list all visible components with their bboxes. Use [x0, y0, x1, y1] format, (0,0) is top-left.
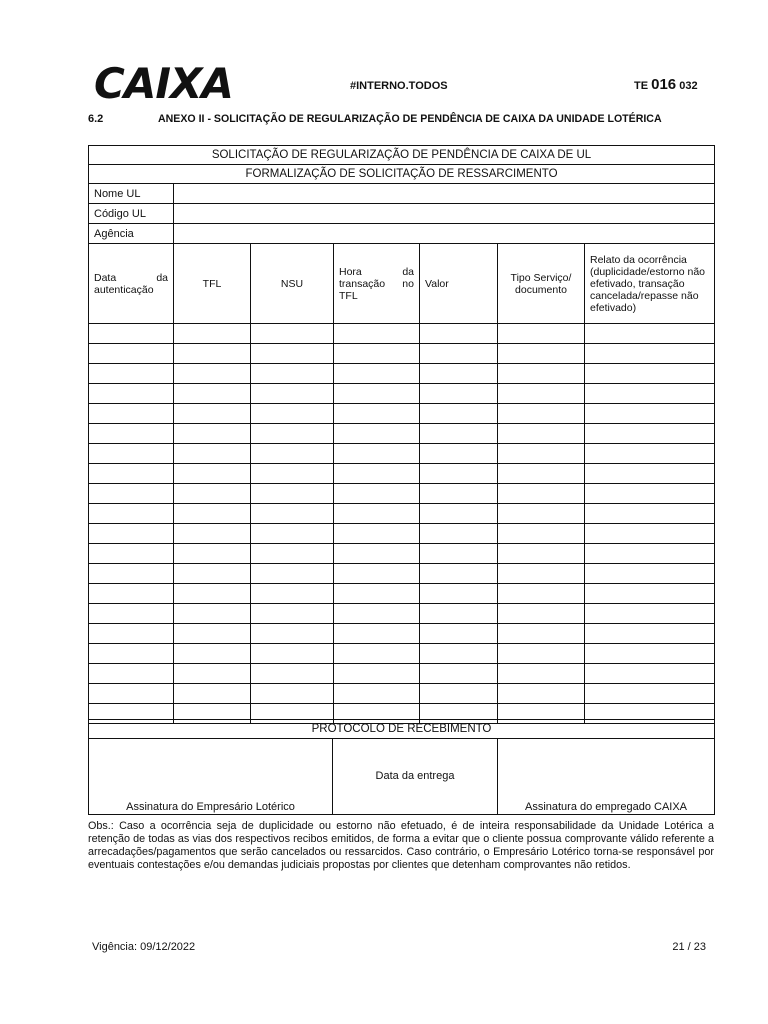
table-row — [89, 684, 715, 704]
table-cell[interactable] — [89, 344, 174, 364]
table-cell[interactable] — [420, 324, 498, 344]
table-cell[interactable] — [334, 504, 420, 524]
table-cell[interactable] — [251, 544, 334, 564]
signature-employee[interactable]: Assinatura do empregado CAIXA — [498, 739, 715, 815]
table-cell[interactable] — [498, 344, 585, 364]
table-cell[interactable] — [174, 604, 251, 624]
table-cell[interactable] — [585, 344, 715, 364]
table-cell[interactable] — [89, 684, 174, 704]
table-cell[interactable] — [498, 444, 585, 464]
validity-date: Vigência: 09/12/2022 — [92, 941, 196, 953]
table-cell[interactable] — [251, 624, 334, 644]
table-cell[interactable] — [89, 524, 174, 544]
table-cell[interactable] — [585, 464, 715, 484]
table-cell[interactable] — [420, 444, 498, 464]
table-cell[interactable] — [585, 484, 715, 504]
table-cell[interactable] — [334, 524, 420, 544]
table-cell[interactable] — [498, 644, 585, 664]
table-cell[interactable] — [498, 624, 585, 644]
table-cell[interactable] — [585, 684, 715, 704]
table-cell[interactable] — [420, 604, 498, 624]
table-row — [89, 364, 715, 384]
column-header-hora: Hora da transação no TFL — [334, 244, 420, 324]
table-cell[interactable] — [174, 424, 251, 444]
table-cell[interactable] — [334, 644, 420, 664]
table-cell[interactable] — [498, 664, 585, 684]
table-cell[interactable] — [174, 384, 251, 404]
table-cell[interactable] — [420, 664, 498, 684]
table-cell[interactable] — [420, 544, 498, 564]
request-form-table — [88, 145, 715, 724]
table-cell[interactable] — [498, 564, 585, 584]
table-cell[interactable] — [585, 404, 715, 424]
table-cell[interactable] — [89, 604, 174, 624]
table-cell[interactable] — [174, 644, 251, 664]
signature-lotterist[interactable]: Assinatura do Empresário Lotérico — [89, 739, 333, 815]
field-input-agencia[interactable] — [174, 224, 715, 244]
field-label-codigo-ul: Código UL — [89, 204, 174, 224]
table-cell[interactable] — [174, 444, 251, 464]
table-cell[interactable] — [585, 544, 715, 564]
table-cell[interactable] — [334, 584, 420, 604]
doc-version: 032 — [679, 80, 698, 92]
column-header-tfl: TFL — [174, 244, 251, 324]
table-cell[interactable] — [251, 364, 334, 384]
page-number: 21 / 23 — [672, 941, 706, 953]
table-row — [89, 444, 715, 464]
table-cell[interactable] — [498, 604, 585, 624]
table-row — [89, 584, 715, 604]
table-cell[interactable] — [174, 584, 251, 604]
table-row — [89, 484, 715, 504]
table-cell[interactable] — [498, 384, 585, 404]
table-cell[interactable] — [334, 484, 420, 504]
table-cell[interactable] — [251, 444, 334, 464]
table-cell[interactable] — [174, 484, 251, 504]
table-cell[interactable] — [585, 524, 715, 544]
table-cell[interactable] — [334, 384, 420, 404]
table-cell[interactable] — [498, 484, 585, 504]
table-row — [89, 564, 715, 584]
table-cell[interactable] — [498, 584, 585, 604]
protocol-table — [88, 719, 715, 815]
observation-note: Obs.: Caso a ocorrência seja de duplicidade ou estorno não efetuado, é de inteira responsabilidade da Unidade Lotérica a retenção de todas as vias dos respectivos recibos emitidos, de forma a evitar que o cliente possua comprovante válido referente a arrecadações/pagamentos que serão cancelados ou ressarcidos. Caso contrário, o Empresário Lotérico torna-se responsável por eventuais contestações e/ou demandas judiciais propostas por clientes que detenham comprovantes não retidos. — [88, 820, 714, 871]
table-row — [89, 424, 715, 444]
table-cell[interactable] — [585, 604, 715, 624]
table-cell[interactable] — [420, 524, 498, 544]
table-cell[interactable] — [585, 444, 715, 464]
table-cell[interactable] — [174, 624, 251, 644]
table-cell[interactable] — [89, 584, 174, 604]
table-cell[interactable] — [498, 404, 585, 424]
field-input-codigo-ul[interactable] — [174, 204, 715, 224]
table-cell[interactable] — [174, 324, 251, 344]
table-cell[interactable] — [498, 544, 585, 564]
table-cell[interactable] — [89, 444, 174, 464]
column-header-tipo: Tipo Serviço/ documento — [498, 244, 585, 324]
table-cell[interactable] — [585, 624, 715, 644]
table-row — [89, 664, 715, 684]
table-cell[interactable] — [334, 564, 420, 584]
table-cell[interactable] — [251, 604, 334, 624]
table-cell[interactable] — [585, 584, 715, 604]
table-cell[interactable] — [89, 624, 174, 644]
table-cell[interactable] — [174, 504, 251, 524]
table-cell[interactable] — [420, 344, 498, 364]
table-row — [89, 324, 715, 344]
table-cell[interactable] — [89, 364, 174, 384]
table-cell[interactable] — [420, 584, 498, 604]
table-cell[interactable] — [251, 484, 334, 504]
table-cell[interactable] — [174, 544, 251, 564]
table-row — [89, 644, 715, 664]
caixa-logo: CAIXA — [94, 59, 233, 108]
table-cell[interactable] — [174, 364, 251, 384]
table-cell[interactable] — [174, 344, 251, 364]
table-cell[interactable] — [251, 584, 334, 604]
table-cell[interactable] — [420, 684, 498, 704]
table-cell[interactable] — [334, 604, 420, 624]
table-cell[interactable] — [251, 384, 334, 404]
table-cell[interactable] — [420, 644, 498, 664]
column-header-nsu: NSU — [251, 244, 334, 324]
table-cell[interactable] — [334, 664, 420, 684]
document-code — [634, 76, 698, 93]
form-subtitle: FORMALIZAÇÃO DE SOLICITAÇÃO DE RESSARCIMENTO — [89, 165, 715, 184]
table-cell[interactable] — [251, 404, 334, 424]
table-cell[interactable] — [251, 344, 334, 364]
doc-prefix: TE — [634, 80, 649, 92]
field-label-nome-ul: Nome UL — [89, 184, 174, 204]
column-header-data: Data da autenticação — [89, 244, 174, 324]
table-cell[interactable] — [420, 404, 498, 424]
field-label-agencia: Agência — [89, 224, 174, 244]
table-cell[interactable] — [420, 484, 498, 504]
table-cell[interactable] — [498, 324, 585, 344]
table-cell[interactable] — [585, 424, 715, 444]
table-cell[interactable] — [585, 364, 715, 384]
table-cell[interactable] — [251, 464, 334, 484]
table-cell[interactable] — [334, 364, 420, 384]
table-cell[interactable] — [174, 464, 251, 484]
table-cell[interactable] — [251, 324, 334, 344]
table-row — [89, 624, 715, 644]
table-cell[interactable] — [585, 384, 715, 404]
table-cell[interactable] — [334, 624, 420, 644]
table-row — [89, 524, 715, 544]
table-cell[interactable] — [420, 504, 498, 524]
table-row — [89, 344, 715, 364]
table-cell[interactable] — [251, 684, 334, 704]
table-cell[interactable] — [334, 684, 420, 704]
table-cell[interactable] — [251, 664, 334, 684]
table-cell[interactable] — [420, 564, 498, 584]
table-cell[interactable] — [585, 664, 715, 684]
doc-number: 016 — [651, 76, 677, 93]
table-cell[interactable] — [89, 404, 174, 424]
table-row — [89, 504, 715, 524]
table-cell[interactable] — [89, 324, 174, 344]
table-cell[interactable] — [334, 324, 420, 344]
classification-label: #INTERNO.TODOS — [350, 80, 448, 92]
table-cell[interactable] — [89, 464, 174, 484]
table-cell[interactable] — [89, 544, 174, 564]
table-cell[interactable] — [89, 564, 174, 584]
table-cell[interactable] — [334, 444, 420, 464]
table-cell[interactable] — [334, 464, 420, 484]
table-cell[interactable] — [498, 464, 585, 484]
table-cell[interactable] — [420, 424, 498, 444]
table-row — [89, 544, 715, 564]
section-title: ANEXO II - SOLICITAÇÃO DE REGULARIZAÇÃO DE PENDÊNCIA DE CAIXA DA UNIDADE LOTÉRICA — [158, 113, 662, 125]
table-cell[interactable] — [420, 624, 498, 644]
section-number: 6.2 — [88, 113, 104, 125]
table-cell[interactable] — [498, 504, 585, 524]
table-cell[interactable] — [585, 504, 715, 524]
table-cell[interactable] — [585, 564, 715, 584]
table-cell[interactable] — [334, 344, 420, 364]
table-cell[interactable] — [89, 504, 174, 524]
table-row — [89, 384, 715, 404]
protocol-title: PROTOCOLO DE RECEBIMENTO — [89, 720, 715, 739]
table-cell[interactable] — [251, 504, 334, 524]
field-input-nome-ul[interactable] — [174, 184, 715, 204]
table-cell[interactable] — [251, 524, 334, 544]
table-cell[interactable] — [251, 564, 334, 584]
delivery-date[interactable]: Data da entrega — [333, 739, 498, 815]
table-cell[interactable] — [89, 424, 174, 444]
table-cell[interactable] — [334, 404, 420, 424]
table-cell[interactable] — [498, 684, 585, 704]
table-cell[interactable] — [89, 384, 174, 404]
table-cell[interactable] — [420, 464, 498, 484]
table-cell[interactable] — [420, 364, 498, 384]
table-cell[interactable] — [585, 644, 715, 664]
table-cell[interactable] — [89, 484, 174, 504]
table-cell[interactable] — [420, 384, 498, 404]
table-cell[interactable] — [89, 664, 174, 684]
table-cell[interactable] — [174, 524, 251, 544]
table-row — [89, 404, 715, 424]
table-cell[interactable] — [334, 544, 420, 564]
table-cell[interactable] — [174, 664, 251, 684]
form-title: SOLICITAÇÃO DE REGULARIZAÇÃO DE PENDÊNCIA DE CAIXA DE UL — [89, 146, 715, 165]
table-cell[interactable] — [498, 524, 585, 544]
table-cell[interactable] — [334, 424, 420, 444]
table-cell[interactable] — [174, 564, 251, 584]
table-cell[interactable] — [498, 424, 585, 444]
table-cell[interactable] — [174, 404, 251, 424]
table-cell[interactable] — [585, 324, 715, 344]
data-rows — [89, 324, 715, 724]
table-cell[interactable] — [174, 684, 251, 704]
column-header-relato: Relato da ocorrência (duplicidade/estorno não efetivado, transação cancelada/repasse não efetivado) — [585, 244, 715, 324]
table-row — [89, 464, 715, 484]
column-header-valor: Valor — [420, 244, 498, 324]
table-cell[interactable] — [251, 644, 334, 664]
table-cell[interactable] — [498, 364, 585, 384]
table-cell[interactable] — [89, 644, 174, 664]
table-cell[interactable] — [251, 424, 334, 444]
table-row — [89, 604, 715, 624]
